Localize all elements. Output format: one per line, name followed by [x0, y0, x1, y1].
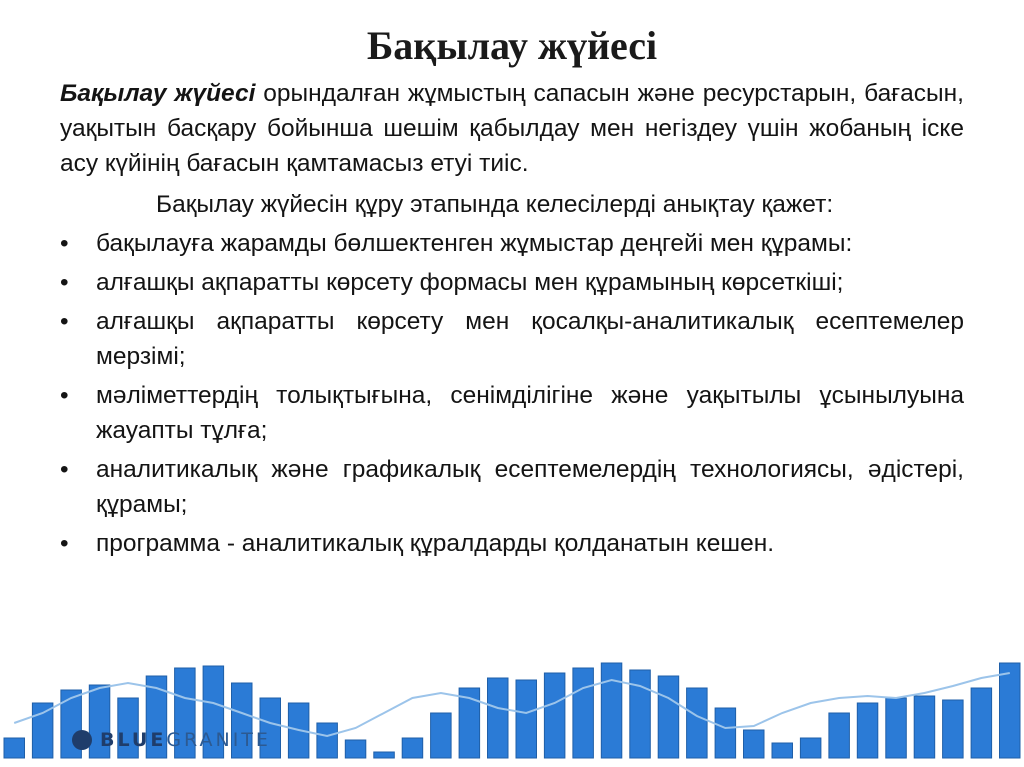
- footer-bar: [914, 696, 935, 758]
- footer-bar: [1000, 663, 1021, 758]
- bullet-marker: •: [60, 456, 69, 483]
- footer-bar: [516, 680, 537, 758]
- bullet-text: программа - аналитикалық құралдарды қолданатын кешен.: [96, 530, 775, 557]
- company-logo: [72, 728, 271, 752]
- slide-title: Бақылау жүйесі: [366, 23, 658, 68]
- bullet-item: [60, 226, 964, 261]
- footer-bar: [630, 670, 651, 758]
- intro-lead-term: Бақылау жүйесі: [60, 80, 256, 107]
- bullet-marker: •: [60, 530, 69, 557]
- logo-globe-icon: [72, 730, 92, 750]
- footer-bar: [715, 708, 736, 758]
- footer-bar: [32, 703, 53, 758]
- slide-body: [60, 76, 964, 565]
- bullet-item: [60, 526, 964, 561]
- list-heading: Бақылау жүйесін құру этапында келесілерді анықтау қажет:: [156, 191, 834, 218]
- bullet-item: [60, 304, 964, 374]
- logo-word-granite: GRANITE: [166, 729, 271, 751]
- footer-bar: [658, 676, 679, 758]
- footer-bar: [687, 688, 708, 758]
- footer-bar: [943, 700, 964, 758]
- footer-bar: [886, 698, 907, 758]
- bullet-marker: •: [60, 230, 69, 257]
- footer-bar: [317, 723, 338, 758]
- footer-bar: [829, 713, 850, 758]
- bullet-item: [60, 452, 964, 522]
- logo-word-blue: BLUE: [100, 729, 167, 751]
- footer-bar: [374, 752, 395, 758]
- bullet-list: [60, 226, 964, 561]
- bullet-item: [60, 265, 964, 300]
- bullet-text: мәліметтердің толықтығына, сенімділігіне және уақытылы ұсынылуына жауапты тұлға;: [96, 382, 964, 444]
- bullet-marker: •: [60, 382, 69, 409]
- footer-bar: [772, 743, 793, 758]
- footer-bar: [800, 738, 821, 758]
- bullet-marker: •: [60, 308, 69, 335]
- footer-bar: [601, 663, 622, 758]
- footer-bar: [431, 713, 452, 758]
- bullet-text: бақылауға жарамды бөлшектенген жұмыстар деңгейі мен құрамы:: [96, 230, 853, 257]
- bullet-text: аналитикалық және графикалық есептемелердің технологиясы, әдістері, құрамы;: [96, 456, 964, 518]
- bullet-text: алғашқы ақпаратты көрсету формасы мен құрамының көрсеткіші;: [96, 269, 844, 296]
- footer-bar: [488, 678, 509, 758]
- footer-bar: [857, 703, 878, 758]
- footer-bar: [4, 738, 25, 758]
- bullet-item: [60, 378, 964, 448]
- footer-bar: [971, 688, 992, 758]
- footer-bar: [402, 738, 423, 758]
- footer-bar: [744, 730, 765, 758]
- bullet-text: алғашқы ақпаратты көрсету мен қосалқы-аналитикалық есептемелер мерзімі;: [96, 308, 964, 370]
- intro-text: орындалған жұмыстың сапасын және ресурстарын, бағасын, уақытын басқару бойынша шешім қабылдау мен негіздеу үшін жобаның іске асу күйінің бағасын қамтамасыз етуі тиіс.: [60, 80, 964, 177]
- footer-bar: [544, 673, 565, 758]
- footer-bar: [573, 668, 594, 758]
- footer-bar: [345, 740, 366, 758]
- logo-wordmark: [100, 729, 271, 751]
- bullet-marker: •: [60, 269, 69, 296]
- intro-paragraph: [60, 76, 964, 181]
